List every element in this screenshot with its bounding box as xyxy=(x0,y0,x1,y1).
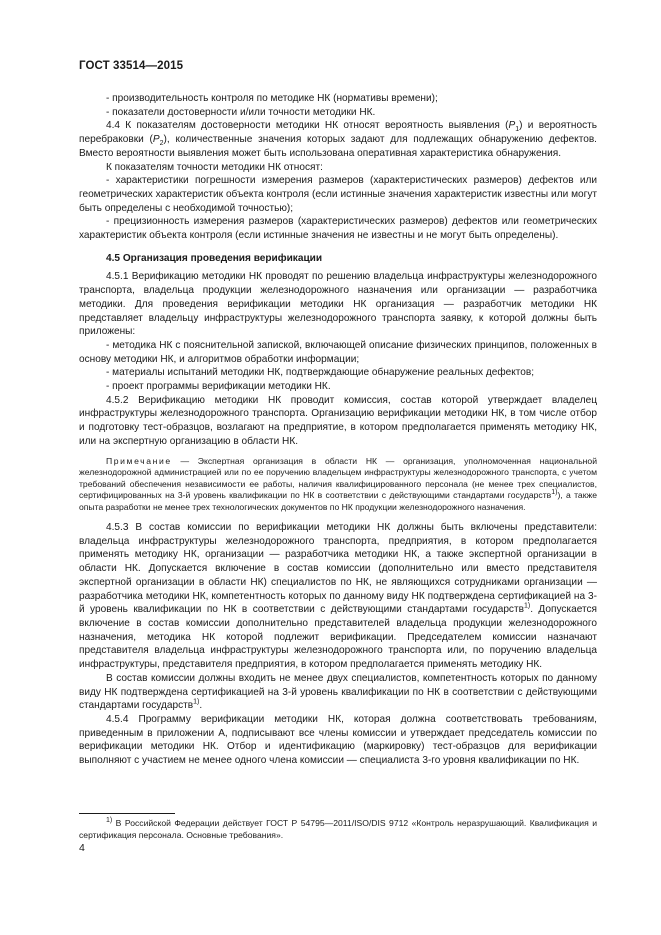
paragraph: В состав комиссии должны входить не менее двух специалистов, компетентность которых по данному виду НК подтверждена сертификацией на 3-й уровень квалификации по НК в соответствии с действующими стандартами государств$^{1)}$. xyxy=(79,672,597,712)
list-item: - методика НК с пояснительной запиской, включающей описание физических принципов, положенных в основу методики НК, и алгоритмов обработки информации; xyxy=(79,339,597,365)
footnote: $^{1)}$ В Российской Федерации действует ГОСТ Р 54795—2011/ISO/DIS 9712 «Контроль неразрушающий. Квалификация и сертификация персонала. Основные требования». xyxy=(79,817,597,840)
paragraph: К показателям точности методики НК относят: xyxy=(106,161,323,173)
footnote-ref: 1) xyxy=(193,698,200,706)
footnote-mark: 1) xyxy=(106,817,113,825)
list-item: - материалы испытаний методики НК, подтверждающие обнаружение реальных дефектов; xyxy=(106,367,535,379)
document-header: ГОСТ 33514—2015 xyxy=(79,60,184,72)
list-item: - характеристики погрешности измерения размеров (характеристических размеров) дефектов или геометрических характеристик объекта контроля (если истинные значения характеристик известны или могут быть определены с необходимой точностью); xyxy=(79,175,597,214)
list-item: - проект программы верификации методики НК. xyxy=(106,381,331,393)
list-item: - производительность контроля по методике НК (нормативы времени); xyxy=(106,93,438,104)
list-item: - показатели достоверности и/или точности методики НК. xyxy=(106,106,376,118)
paragraph-4-5-3: 4.5.3 В состав комиссии по верификации методики НК должны быть включены представители: владельца инфраструктуры железнодорожного транспорта, предприятия, в котором предполагается применять методику НК, организации — разработчика методики НК, а также экспертной организации в области НК. Допускается включение в состав комиссии (дополнительно или вместо представителя экспертной организации в области НК) специалистов по НК, не являющихся сотрудниками организации — разработчика методики НК, компетентность которых по данному виду НК подтверждена сертификацией на 3-й уровень квалификации по НК в соответствии с действующими стандартами государств$^{1)}$. Допускается включение в состав комиссии дополнительно представителей владельца продукции железнодорожного назначения, методика НК которой подлежит верификации. Председателем комиссии назначают представителя владельца инфраструктуры железнодорожного транспорта или, по поручению владельца инфраструктуры, представителя предприятия, в котором предполагается применять методику НК. xyxy=(79,522,597,671)
footnote-ref: 1) xyxy=(551,489,558,497)
footnote-ref: 1) xyxy=(523,602,531,610)
footnote-divider xyxy=(79,813,175,814)
section-heading-4-5: 4.5 Организация проведения верификации xyxy=(106,252,323,264)
page-number: 4 xyxy=(79,842,85,854)
document-body xyxy=(79,92,597,768)
paragraph-4-5-4: 4.5.4 Программу верификации методики НК, которая должна соответствовать требованиям, приведенным в приложении А, подписывают все члены комиссии и утверждает председатель комиссии по верификации методики НК. Отбор и идентификацию (маркировку) тест-образцов для верификации выполняют с участием не менее одного члена комиссии — специалиста 3-го уровня квалификации по НК. xyxy=(79,713,597,767)
paragraph-4-5-2: 4.5.2 Верификацию методики НК проводит комиссия, состав которой утверждает владелец инфраструктуры железнодорожного транспорта. Организацию верификации методики НК, в том числе отбор и подготовку тест-образцов, возлагают на предприятие, в котором предполагается применять методику НК, или на экспертную организацию в области НК. xyxy=(79,394,597,447)
paragraph-4-5-1: 4.5.1 Верификацию методики НК проводят по решению владельца инфраструктуры железнодорожного транспорта, владельца продукции железнодорожного назначения или организации — разработчика методики. Для проведения верификации методики НК организация — разработчик методики НК представляет владельцу инфраструктуры железнодорожного транспорта заявку, к которой должны быть приложены: xyxy=(79,271,597,338)
note: Примечание — Экспертная организация в области НК — организация, уполномоченная национальной железнодорожной администрацией или по ее поручению владельцем инфраструктуры железнодорожного транспорта, с учетом требований обеспечения независимости ее работы, наличия квалифицированного персонала (не менее трех специалистов, сертифицированных на 3-й уровень квалификации по НК в соответствии с действующими стандартами государств$^{1)}$), а также опыта разработки не менее трех технологических документов по НК продукции железнодорожного назначения. xyxy=(79,455,597,512)
paragraph-4-4: 4.4 К показателям достоверности методики НК относят вероятность выявления $(P_1)$ и вероятность перебраковки $(P_2)$, количественные значения которых задают для подлежащих обнаружению дефектов. Вместо вероятности выявления может быть использована оперативная характеристика обнаружения. xyxy=(79,120,597,159)
note-label: Примечание xyxy=(106,455,172,466)
list-item: - прецизионность измерения размеров (характеристических размеров) дефектов или геометрических характеристик объекта контроля (если истинные значения не известны и не могут быть определены). xyxy=(79,216,597,242)
